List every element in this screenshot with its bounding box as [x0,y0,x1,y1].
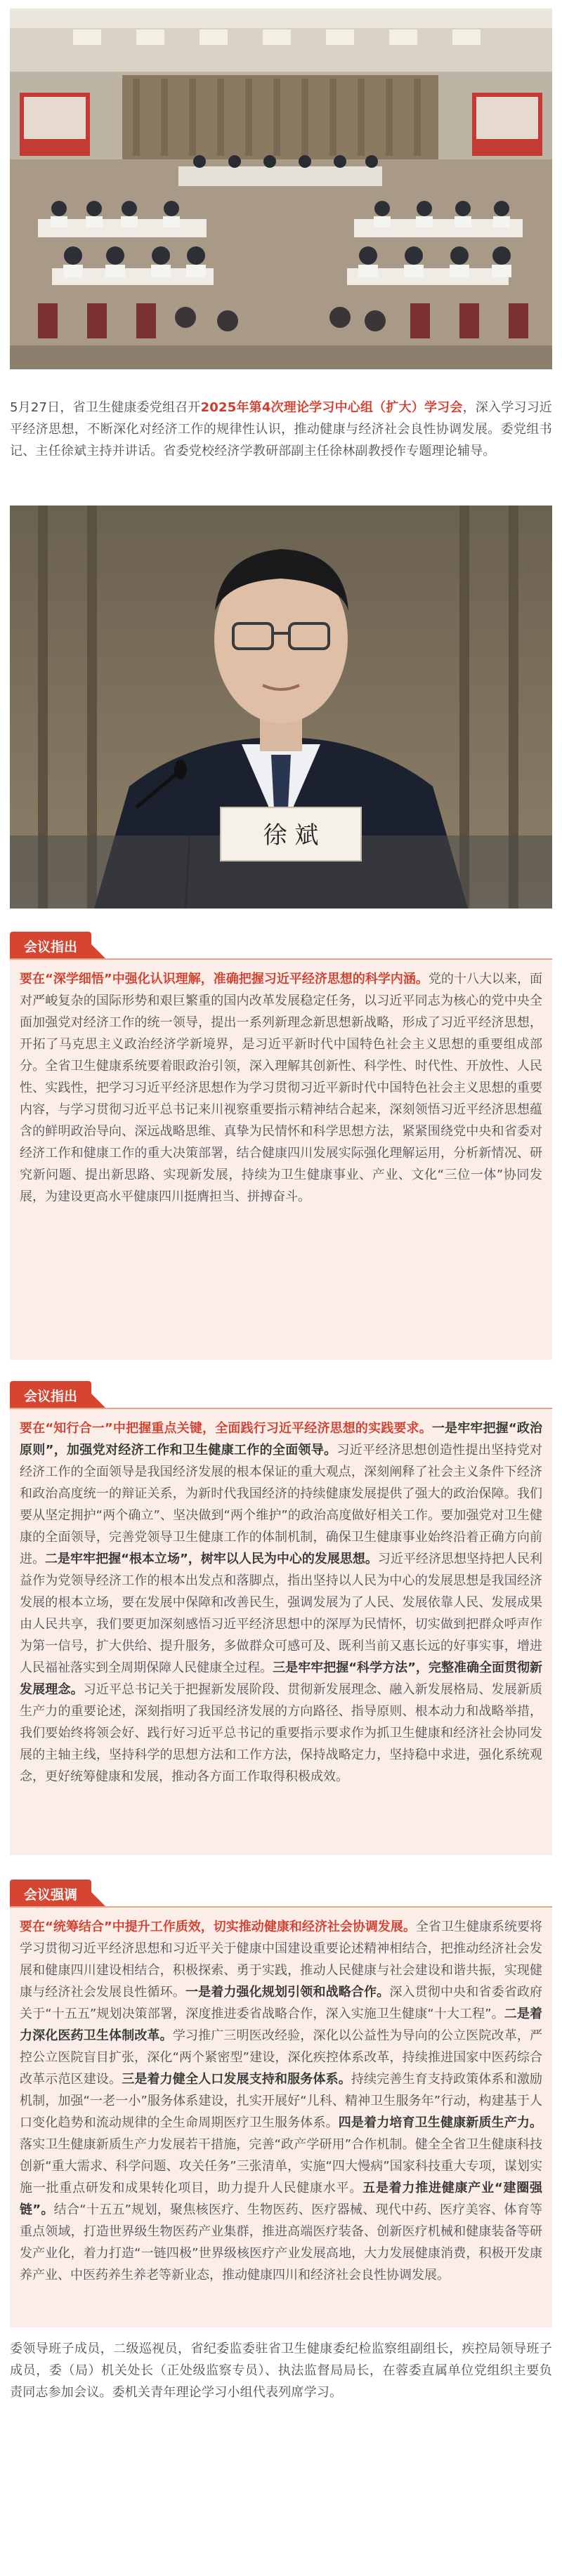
intro-date: 5月27日， [10,400,73,415]
section-1-highlight: 要在“深学细悟”中强化认识理解，准确把握习近平经济思想的科学内涵。 [20,972,429,986]
section-2-point-3: 三是牢牢把握“科学方法”，完整准确全面贯彻新发展理念。 [20,1660,542,1697]
section-3-point-4: 四是着力培育卫生健康新质生产力。 [338,2115,542,2130]
section-2-tab: 会议指出 [10,1381,91,1409]
section-3-body [10,1908,552,2327]
section-2-body [10,1409,552,1855]
section-3-tab-corner [91,1892,107,1908]
meeting-room-illustration [10,8,552,369]
section-3-tab: 会议强调 [10,1880,91,1908]
section-2-header [10,1381,552,1409]
section-3-text-2: 学习推广三明医改经验，深化以公益性为导向的公立医院改革，严控公立医院盲目扩张，深化“两个紧密型”建设，深化疾控体系改革，持续推进国家中医药综合改革示范区建设。 [20,2028,543,2087]
nameplate-text: 徐 斌 [263,821,319,850]
section-1-text: 党的十八大以来，面对严峻复杂的国际形势和艰巨繁重的国内改革发展稳定任务，以习近平同志为核心的党中央全面加强党对经济工作的统一领导，提出一系列新理念新思想新战略，形成了习近平经济思想，开拓了马克思主义政治经济学新境界，是习近平新时代中国特色社会主义思想的重要组成部分。全省卫生健康系统要着眼政治引领，深入理解其创新性、科学性、时代性、开放性、人民性、实践性，把学习习近平经济思想作为学习贯彻习近平新时代中国特色社会主义思想的重要内容，与学习贯彻习近平总书记来川视察重要指示精神结合起来，深刻领悟习近平经济思想蕴含的鲜明政治导向、深远战略思维、真挚为民情怀和科学思想方法，紧紧围绕党中央和省委对经济工作和健康工作的重大决策部署，结合健康四川发展实际强化理解运用，分析新情况、研究新问题、提出新思路、实现新发展，持续为卫生健康事业、产业、文化“三位一体”协同发展，为建设更高水平健康四川挺膺担当、拼搏奋斗。 [20,972,542,1204]
section-3-point-3: 三是着力健全人口发展支持和服务体系。 [122,2072,351,2087]
section-3-point-2: 二是着力深化医药卫生体制改革。 [20,2007,542,2043]
intro-paragraph [10,397,552,462]
section-3-point-1: 一是着力强化规划引领和战略合作。 [185,1985,390,2000]
attendance-paragraph: 委领导班子成员，二级巡视员，省纪委监委驻省卫生健康委纪检监察组副组长，疾控局领导班子成员，委（局）机关处长（正处级监察专员）、执法监督局局长，在蓉委直属单位党组织主要负责同志参加会议。委机关青年理论学习小组代表列席学习。 [10,2341,552,2400]
section-2-text-1: 习近平经济思想创造性提出坚持党对经济工作的全面领导是我国经济发展的根本保证的重大观点，深刻阐释了社会主义条件下经济和政治高度统一的辩证关系，为新时代我国经济的持续健康发展提供了强大的政治保障。我们要从坚定拥护“两个确立”、坚决做到“两个维护”的政治高度做好相关工作。要加强党对卫生健康的全面领导，完善党领导卫生健康工作的体制机制，确保卫生健康事业始终沿着正确方向前进。 [20,1443,543,1566]
section-2-text-3: 习近平总书记关于把握新发展阶段、贯彻新发展理念、融入新发展格局、发展新质生产力的重要论述，深刻指明了我国经济发展的方向路径、指导原则、根本动力和战略举措，我们要始终将领会好、践行好习近平总书记的重要指示要求作为抓卫生健康和经济社会协同发展的主轴主线，坚持科学的思想方法和工作方法，保持战略定力，坚持稳中求进，强化系统观念，更好统筹健康和发展，推动各方面工作取得积极成效。 [20,1682,542,1784]
meeting-room-photo [10,8,552,369]
meeting-name: 2025年第4次理论学习中心组（扩大）学习会 [200,400,463,415]
section-2-highlight: 要在“知行合一”中把握重点关键，全面践行习近平经济思想的实践要求。 [20,1421,432,1436]
section-2-point-2: 二是牢牢把握“根本立场”，树牢以人民为中心的发展思想。 [45,1552,378,1566]
speaker-illustration [10,506,552,909]
section-3-text-1: 深入贯彻中央和省委省政府关于“十五五”规划决策部署，深度推进委省战略合作，深入实施卫生健康“十大工程”。 [20,1985,543,2021]
speaker-photo [10,506,552,909]
section-2-tab-corner [91,1394,107,1409]
intro-rest: ，深入学习习近平经济思想，不断深化对经济工作的规律性认识，推动健康与经济社会良性协调发展。委党组书记、主任徐斌主持并讲话。省委党校经济学教研部副主任徐林副教授作专题理论辅导。 [10,400,552,458]
section-3-text-3: 持续完善生育支持政策体系和激励机制，加强“一老一小”服务体系建设，扎实开展好“儿科、精神卫生服务年”行动，构建基于人口变化趋势和流动规律的全生命周期医疗卫生服务体系。 [20,2072,543,2130]
section-1-header [10,932,552,960]
section-2-point-1: 一是牢牢把握“政治原则”，加强党对经济工作和卫生健康工作的全面领导。 [20,1421,542,1458]
section-3-text-0: 全省卫生健康系统要将学习贯彻习近平经济思想和习近平关于健康中国建设重要论述精神相结合，把推动经济社会发展和健康四川建设相结合，积极探索、勇于实践，推动人民健康与社会建设和谐共振，实现健康与经济社会发展良性循环。 [20,1920,542,2000]
section-3-point-5: 五是着力推进健康产业“建圈强链”。 [20,2181,542,2217]
section-3-text-5: 结合“十五五”规划，聚焦核医疗、生物医药、医疗器械、现代中药、医疗美容、体育等重点领域，打造世界级生物医药产业集群，推进高端医疗装备、创新医疗机械和健康装备等研发产业化，着力打造“一链四极”世界级核医疗产业发展高地，大力发展健康消费，积极开发康养产业、中医药养生养老等新业态，推动健康四川和经济社会良性协调发展。 [20,2202,542,2283]
section-3-header [10,1880,552,1908]
section-3-text-4: 落实卫生健康新质生产力发展若干措施，完善“政产学研用”合作机制。健全全省卫生健康科技创新“重大需求、科学问题、攻关任务”三张清单，实施“四大慢病”国家科技重大专项，谋划实施一批重点研发和成果转化项目，助力提升人民健康水平。 [20,2137,542,2195]
intro-lead: 省卫生健康委党组召开 [72,400,201,415]
section-1-body [10,960,552,1360]
section-1-tab-corner [91,944,107,960]
section-1-tab: 会议指出 [10,932,91,960]
section-3-highlight: 要在“统筹结合”中提升工作质效，切实推动健康和经济社会协调发展。 [20,1920,416,1934]
section-2-text-2: 习近平经济思想坚持把人民利益作为党领导经济工作的根本出发点和落脚点，指出坚持以人民为中心的发展思想是我国经济发展的根本立场，要在发展中保障和改善民生，强调发展为了人民、发展依靠人民、发展成果由人民共享，我们要更加深刻感悟习近平经济思想中的深厚为民情怀，切实做到把群众呼声作为第一信号，扩大供给、提升服务，多做群众可感可及、既利当前又惠长远的好事实事，增进人民福祉落实到全周期保障人民健康全过程。 [20,1552,543,1675]
